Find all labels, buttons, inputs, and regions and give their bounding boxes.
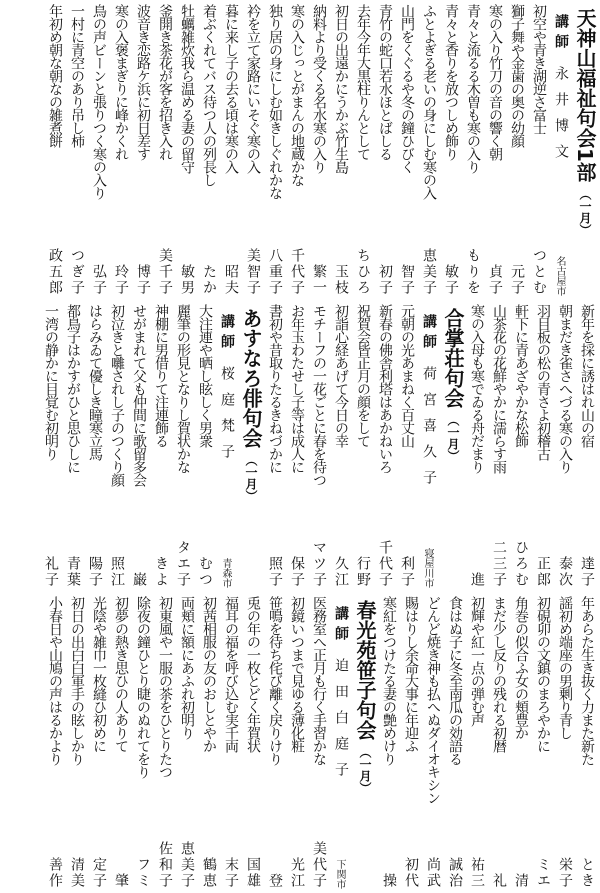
haiku-author: 操 [381, 873, 397, 889]
teacher-name: 荷宮喜久子 [421, 366, 437, 496]
haiku-text: 都鳥子はかすがひと思ひしに [65, 304, 81, 473]
haiku-author: 巌 [131, 572, 147, 588]
haiku-entry [444, 594, 466, 891]
haiku-entry [488, 302, 510, 590]
haiku-text: 去年今年大黒柱りんとして [355, 4, 371, 160]
place-name: 寝屋川市 [422, 548, 433, 588]
haiku-entry [132, 594, 154, 891]
haiku-author: たか [201, 264, 217, 296]
haiku-text: 小春日や山鳩の声はるかより [47, 596, 63, 765]
haiku-entry [66, 594, 88, 891]
haiku-author: 肇 [113, 873, 129, 889]
haiku-text: はらみゐて優しき瞳寒立馬 [87, 304, 103, 460]
haiku-entry [286, 302, 308, 590]
haiku-text: 神棚に男借りて注連飾る [153, 304, 169, 447]
haiku-entry [352, 2, 374, 298]
haiku-text: 賜はりし余命大事に年迎ふ [403, 596, 419, 752]
teacher-label: 講師 [219, 314, 235, 354]
haiku-author: 泰次 [557, 556, 573, 588]
haiku-author: 青葉 [65, 556, 81, 588]
haiku-text: 初夢の熱き思ひの人ありて [113, 596, 129, 752]
haiku-author: 陽子 [87, 556, 103, 588]
haiku-entry [532, 594, 554, 891]
haiku-entry [396, 2, 418, 298]
haiku-text: 麗筆の形見となりし賀状かな [175, 304, 191, 473]
haiku-author: 二三子 [491, 540, 507, 588]
haiku-author: 美千子 [157, 248, 173, 296]
section-month: （一月） [446, 414, 460, 462]
place-name: 名古屋市 [554, 256, 565, 296]
haiku-author: 照子 [267, 556, 283, 588]
haiku-text: まだ少し反りの残れる初暦 [491, 596, 507, 752]
haiku-entry [44, 2, 66, 298]
haiku-author: 元子 [509, 264, 525, 296]
haiku-author: 政五郎 [47, 248, 63, 296]
haiku-text: 福耳の福を呼び込む実千両 [223, 596, 239, 752]
section-shunko [0, 592, 600, 893]
haiku-text: 着ぶくれてバス待つ人の列長し [201, 4, 217, 186]
teacher-label: 講師 [553, 14, 569, 54]
haiku-author: とき [579, 857, 595, 889]
section-title: あすなろ俳句会 [239, 308, 263, 448]
haiku-text: 謡初め端座の男剰り青し [557, 596, 573, 739]
haiku-text: 書初や昔取りたるきねづかに [267, 304, 283, 473]
haiku-text: 寒紅をつけたる妻の艶めけり [381, 596, 397, 765]
haiku-author: フミ [135, 857, 151, 889]
haiku-entry [440, 2, 462, 298]
middle-columns [40, 302, 598, 590]
section-month: （一月） [578, 187, 592, 236]
haiku-author: 定子 [91, 857, 107, 889]
tenjin-columns [44, 2, 598, 298]
haiku-entry [422, 594, 444, 891]
haiku-entry [506, 2, 528, 298]
haiku-entry [396, 302, 418, 590]
haiku-entry [330, 302, 352, 590]
haiku-author: もりを [465, 248, 481, 296]
section-month: （一月） [244, 454, 258, 502]
section-title: 合掌荘句会 [441, 308, 465, 408]
haiku-text: 朝まだき雀さへづる寒の入り [557, 304, 573, 473]
haiku-text: 青々と流るる木曽も寒の入り [465, 4, 481, 173]
teacher-column [330, 594, 352, 891]
section-header [572, 2, 598, 298]
haiku-entry [576, 302, 598, 590]
teacher-name: 永井博文 [553, 66, 569, 170]
haiku-text: 年初め朝な朝なの雑煮餅 [47, 4, 63, 147]
haiku-author: 初子 [377, 264, 393, 296]
haiku-entry [308, 2, 330, 298]
haiku-text: 初泣きと囃されし子のつくり顔 [109, 304, 125, 486]
haiku-author: 敏男 [179, 264, 195, 296]
haiku-entry [172, 302, 194, 590]
haiku-author: ミエ [535, 857, 551, 889]
haiku-text: 初輝や紅一点の弾む声 [469, 596, 485, 726]
haiku-text: 笹鳴を待ち侘び離く戻りけり [267, 596, 283, 765]
section-header [352, 594, 378, 891]
haiku-text: 独り居の身にしむ如きしぐれかな [267, 4, 283, 199]
teacher-column [550, 2, 572, 298]
haiku-author: 正郎 [535, 556, 551, 588]
haiku-entry [176, 2, 198, 298]
haiku-text: 大注連や晒し眩しく男衆 [197, 304, 213, 447]
haiku-entry [128, 302, 150, 590]
haiku-text: 初日の出白白軍手の眩しかり [69, 596, 85, 765]
haiku-author: 博子 [135, 264, 151, 296]
haiku-entry [378, 594, 400, 891]
haiku-entry [484, 2, 506, 298]
haiku-entry [466, 594, 488, 891]
haiku-text: ふとよぎる老いの身にしむ寒の入 [421, 4, 437, 199]
teacher-column [418, 302, 440, 590]
haiku-author: 恵美子 [179, 841, 195, 889]
haiku-author: 美代子 [311, 841, 327, 889]
haiku-text: 一湾の静かに目覚む初明り [43, 304, 59, 460]
haiku-author: 久江 [333, 556, 349, 588]
haiku-author: ひろむ [513, 540, 529, 588]
haiku-author: 佐和子 [157, 841, 173, 889]
haiku-text: 寒の入り竹刀の音の響く朝 [487, 4, 503, 160]
haiku-entry [374, 302, 396, 590]
haiku-author: 恵美子 [421, 248, 437, 296]
haiku-author: 礼子 [43, 556, 59, 588]
haiku-text: 初日の出遠かにうかぶ竹生島 [333, 4, 349, 173]
haiku-entry [88, 2, 110, 298]
haiku-entry [198, 594, 220, 891]
haiku-text: 納料より受くる名水寒の入り [311, 4, 327, 173]
haiku-entry [110, 2, 132, 298]
haiku-text: 衿を立て家路にいそぐ寒の入 [245, 4, 261, 173]
haiku-text: 獅子舞や金歯の奥の幼顔 [509, 4, 525, 147]
haiku-text: 除夜の鐘ひとり睫のぬれてをり [135, 596, 151, 778]
haiku-author: 清 [513, 873, 529, 889]
haiku-text: モチーフの一花ごとに春を待つ [311, 304, 327, 486]
haiku-entry [352, 302, 374, 590]
haiku-author: マツ子 [311, 540, 327, 588]
haiku-entry [400, 594, 422, 891]
haiku-entry [88, 594, 110, 891]
place-name: 下関市 [334, 859, 345, 889]
haiku-entry [220, 594, 242, 891]
haiku-author: きよ [153, 556, 169, 588]
haiku-entry [510, 302, 532, 590]
haiku-author: 善作 [47, 857, 63, 889]
haiku-entry [66, 2, 88, 298]
haiku-text: 新春の佛舎利塔はあかねいろ [377, 304, 393, 473]
haiku-author: 進 [469, 572, 485, 588]
section-header [440, 302, 466, 590]
haiku-text: 新年を採に誘はれ山の宿 [579, 304, 595, 447]
haiku-author: 貞子 [487, 264, 503, 296]
haiku-author: 千代子 [289, 248, 305, 296]
haiku-author: 利子 [399, 556, 415, 588]
haiku-entry [44, 594, 66, 891]
haiku-text: 医務室へ正月も行く手習かな [311, 596, 327, 765]
haiku-author: 行野 [355, 556, 371, 588]
shunko-columns [44, 594, 598, 891]
haiku-entry [264, 302, 286, 590]
haiku-author: 末子 [223, 857, 239, 889]
haiku-text: 鳥の声ビーンと張りつく寒の入り [91, 4, 107, 199]
haiku-entry [488, 594, 510, 891]
haiku-text: 山茶花の花鮮やかに濡らす雨 [491, 304, 507, 473]
haiku-entry [150, 302, 172, 590]
haiku-author: 玲子 [113, 264, 129, 296]
haiku-text: 兎の年の一枚とどく年賀状 [245, 596, 261, 752]
haiku-entry [308, 594, 330, 891]
haiku-text: 食はぬ子に冬至南瓜の効語る [447, 596, 463, 765]
haiku-text: 年あらた生き抜く力また新た [579, 596, 595, 765]
haiku-entry [242, 2, 264, 298]
haiku-entry [154, 2, 176, 298]
haiku-entry [62, 302, 84, 590]
haiku-text: 一村に青空のあり吊し柿 [69, 4, 85, 147]
haiku-text: 元朝の光あまねく百丈山 [399, 304, 415, 447]
haiku-author: 保子 [289, 556, 305, 588]
haiku-text: 青竹の蛇口若水ほとばしる [377, 4, 393, 160]
section-header [238, 302, 264, 590]
haiku-author: 繁一 [311, 264, 327, 296]
haiku-author: タエ子 [175, 540, 191, 588]
haiku-author: 国雄 [245, 857, 261, 889]
haiku-entry [264, 594, 286, 891]
haiku-author: つぎ子 [69, 248, 85, 296]
haiku-text: 寒の入褒まぎりに峰かくれ [113, 4, 129, 160]
haiku-entry [510, 594, 532, 891]
haiku-text: 羽目板の松の青さよ初稽古 [535, 304, 551, 460]
haiku-text: 寒の入じっとがまんの地蔵かな [289, 4, 305, 186]
haiku-text: 寒の入母も寒でゐる舟だまり [469, 304, 485, 473]
section-title: 天神山福祉句会1部 [573, 8, 597, 182]
haiku-author: 鶴恵 [201, 857, 217, 889]
haiku-text: 軒下に青あざやかな松飾 [513, 304, 529, 447]
haiku-text: 青々と香りを放つしめ飾り [443, 4, 459, 160]
haiku-author: 八重子 [267, 248, 283, 296]
haiku-text: 角巻の似合ふ女の頬豊か [513, 596, 529, 739]
haiku-entry [220, 2, 242, 298]
haiku-author: つとむ [531, 248, 547, 296]
haiku-entry [194, 302, 216, 590]
haiku-author: 光江 [289, 857, 305, 889]
haiku-author: 登 [267, 873, 283, 889]
section-month: （一月） [358, 746, 372, 794]
haiku-entry [532, 302, 554, 590]
haiku-text: せがまれて父も仲間に歌留多会 [131, 304, 147, 486]
haiku-author: 初代 [403, 857, 419, 889]
place-name: 青森市 [220, 558, 231, 588]
haiku-author: 美智子 [245, 248, 261, 296]
haiku-entry [154, 594, 176, 891]
haiku-text: 初茜相服の友のおしとやか [201, 596, 217, 752]
haiku-entry [198, 2, 220, 298]
haiku-text: どんど焼き神も払へぬダイオキシン [425, 596, 441, 804]
haiku-author: 清美 [69, 857, 85, 889]
haiku-entry [84, 302, 106, 590]
haiku-text: 光陰や雑巾一枚縫ひ初めに [91, 596, 107, 752]
haiku-text: 暮に来し子の去る頃は寒の入 [223, 4, 239, 173]
haiku-entry [40, 302, 62, 590]
haiku-text: 釜開き茶花が客を招き入れ [157, 4, 173, 160]
haiku-author: 敏子 [443, 264, 459, 296]
haiku-text: 初硯卯の文鎮のまろやかに [535, 596, 551, 752]
haiku-text: 初空や青き湖逆さ富士 [531, 4, 547, 134]
teacher-label: 講師 [333, 606, 349, 646]
haiku-author: ちひろ [355, 248, 371, 296]
section-band-middle [0, 300, 600, 592]
haiku-author: 弘子 [91, 264, 107, 296]
haiku-entry [554, 594, 576, 891]
haiku-entry [528, 2, 550, 298]
haiku-text: 初東風や一服の茶をひとりたつ [157, 596, 173, 778]
haiku-entry [576, 594, 598, 891]
teacher-name: 桜庭梵子 [219, 366, 235, 470]
haiku-text: 牡蠣雑炊我ら温める妻の留守 [179, 4, 195, 173]
haiku-author: 昭夫 [223, 264, 239, 296]
haiku-entry [286, 2, 308, 298]
haiku-author: 礼 [491, 873, 507, 889]
haiku-author: 玉枝 [333, 264, 349, 296]
haiku-entry [286, 594, 308, 891]
haiku-author: 千代子 [377, 540, 393, 588]
haiku-entry [330, 2, 352, 298]
haiku-text: 祝賀会皆正月の顔をして [355, 304, 371, 447]
haiku-text: お年玉わたせし子等は成人に [289, 304, 305, 473]
haiku-author: 栄子 [557, 857, 573, 889]
haiku-text: 初詣心経あげて今日の幸 [333, 304, 349, 447]
haiku-entry [242, 594, 264, 891]
haiku-entry [110, 594, 132, 891]
haiku-author: むつ [197, 556, 213, 588]
haiku-author: 達子 [579, 556, 595, 588]
section-tenjin [0, 0, 600, 300]
haiku-entry [176, 594, 198, 891]
section-title: 春光苑笹子句会 [353, 600, 377, 740]
haiku-author: 照江 [109, 556, 125, 588]
haiku-entry [264, 2, 286, 298]
haiku-author: 智子 [399, 264, 415, 296]
haiku-author: 尚武 [425, 857, 441, 889]
haiku-text: 両頬に額にあふれ初明り [179, 596, 195, 739]
haiku-entry [554, 302, 576, 590]
haiku-text: 初鏡いつまで見ゆる薄化粧 [289, 596, 305, 752]
haiku-author: 祐三 [469, 857, 485, 889]
haiku-entry [418, 2, 440, 298]
haiku-entry [106, 302, 128, 590]
haiku-entry [374, 2, 396, 298]
haiku-text: 山門をくぐるや冬の鐘ひびく [399, 4, 415, 173]
haiku-entry [462, 2, 484, 298]
haiku-text: 波音き恋路ケ浜に初日差す [135, 4, 151, 160]
haiku-entry [308, 302, 330, 590]
teacher-name: 迫田白庭子 [333, 658, 349, 788]
teacher-label: 講師 [421, 314, 437, 354]
haiku-entry [132, 2, 154, 298]
teacher-column [216, 302, 238, 590]
haiku-entry [466, 302, 488, 590]
haiku-author: 誠治 [447, 857, 463, 889]
